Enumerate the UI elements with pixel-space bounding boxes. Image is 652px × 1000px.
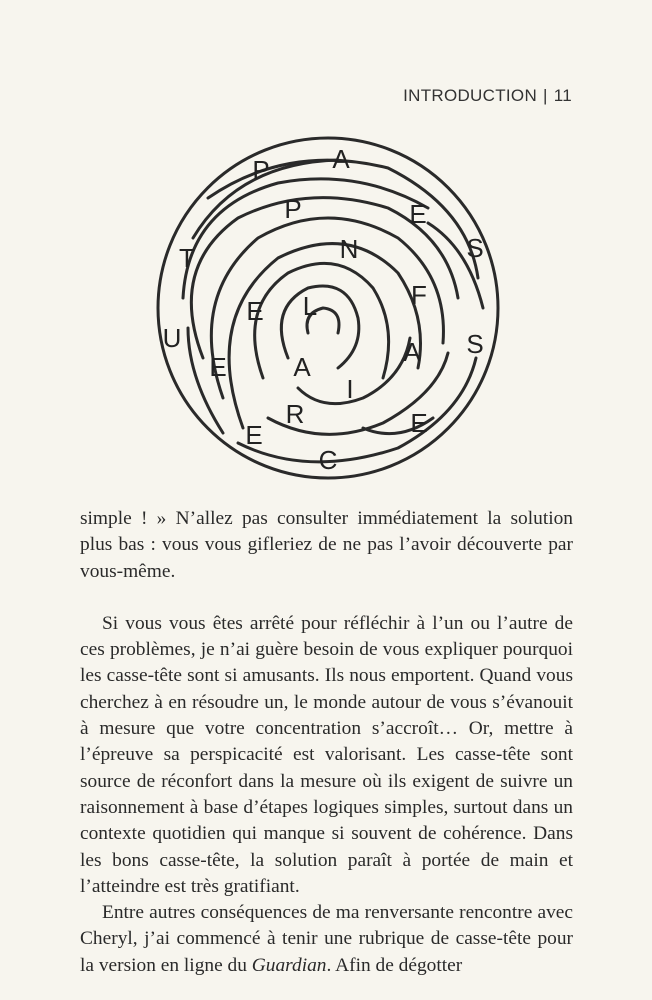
maze-letter: T (179, 243, 195, 273)
newspaper-title: Guardian (251, 954, 327, 976)
running-head (403, 86, 572, 106)
maze-letter: E (209, 352, 227, 382)
maze-letter: E (410, 408, 428, 438)
maze-letter: A (293, 352, 311, 382)
page-number: 11 (553, 86, 572, 105)
maze-wall (255, 263, 389, 378)
paragraph: Si vous vous êtes arrêté pour réfléchir à l’un ou l’autre de ces problèmes, je n’ai guère besoin de vous expliquer pourquoi les casse-tête sont si amusants. Ils nous emportent. Quand vous cherchez à en résoudre un, le monde autour de vous s’évanouit à mesure que votre concentration s’accroît… Or, mettre à l’épreuve sa perspicacité est valorisant. Les casse-tête sont source de réconfort dans la mesure où ils exigent de suivre un raisonnement à base d’étapes logiques simples, surtout dans un contexte quotidien qui manque si souvent de cohérence. Dans les bons casse-tête, la solution paraît à portée de main et l’atteindre est très gratifiant. (80, 612, 573, 897)
maze-letter: C (318, 445, 338, 475)
maze-letter: P (252, 155, 270, 185)
maze-letter: S (466, 329, 484, 359)
maze-letter: A (332, 144, 350, 174)
maze-letter: I (346, 374, 354, 404)
paragraph-continuation: simple ! » N’allez pas consulter immédiatement la solution plus bas : vous vous gifleriez de ne pas l’avoir découverte par vous-même. (80, 508, 573, 582)
maze-letter: A (403, 337, 421, 367)
maze-letter: R (285, 399, 305, 429)
maze-letter: L (302, 291, 318, 321)
paragraph-text: Entre autres conséquences de ma renversante rencontre avec Cheryl, j’ai commencé à tenir une rubrique de casse-tête pour la version en ligne du (80, 902, 573, 976)
maze-letter: F (411, 280, 427, 310)
paragraph-text: . Afin de dégotter (326, 954, 463, 976)
maze-letter: P (284, 194, 302, 224)
maze-letter: U (162, 323, 182, 353)
maze-letter: E (245, 420, 263, 450)
maze-letter: N (339, 234, 359, 264)
maze-letter: E (409, 199, 427, 229)
paragraph-last (80, 900, 573, 979)
section-title: INTRODUCTION (403, 86, 538, 105)
maze-letter: S (466, 233, 484, 263)
circular-maze (148, 128, 508, 488)
body-text (80, 506, 573, 979)
header-separator: | (543, 86, 548, 105)
maze-letter: E (246, 296, 264, 326)
maze-wall (229, 244, 420, 428)
maze-wall (183, 179, 428, 298)
